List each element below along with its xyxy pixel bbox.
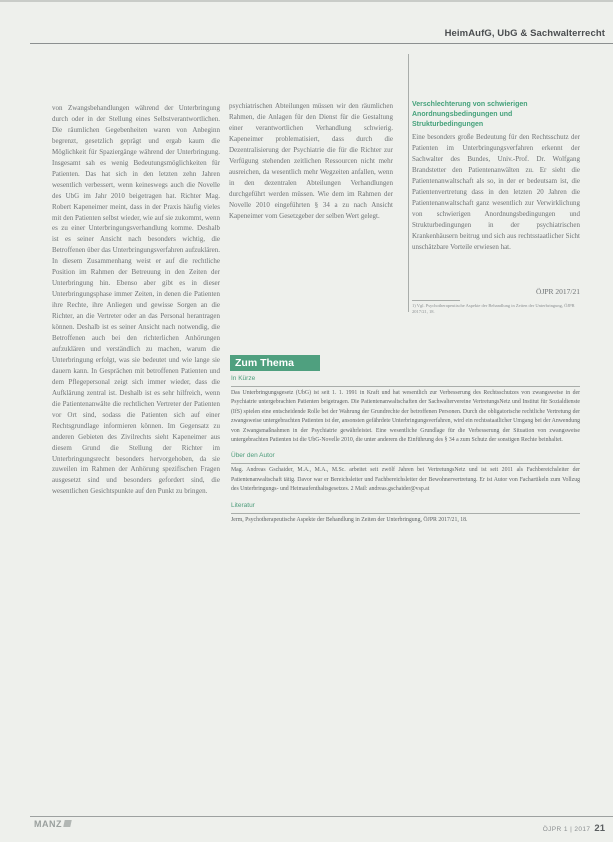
thema-section-author — [231, 451, 580, 494]
thema-section-summary — [231, 374, 580, 445]
footer-page-info — [543, 818, 605, 836]
section-text-author: Mag. Andreas Gschaider, M.A., M.A., M.Sc. arbeitet seit zwölf Jahren bei VertretungsNetz und ist seit 2011 als Fachbereichsleiter der Patientenanwaltschaft tätig. Davor war er Bereichsleiter und Fachbereichsleiter der Bewohnervertretung. Er ist Autor von Fachartikeln zum Vollzug des Unterbringungs- und Heimaufenthaltsgesetzes. 2 Mail: andreas.gschaider@vsp.at — [231, 467, 580, 493]
section-label-literature: Literatur — [231, 501, 255, 509]
sidebar-title: Verschlechterung von schwierigen Anordnungsbedingungen und Strukturbedingungen — [412, 101, 528, 128]
logo-mark-icon — [63, 820, 71, 827]
publisher-logo-text: MANZ — [34, 819, 62, 829]
publisher-logo — [34, 819, 71, 829]
sidebar-box — [412, 100, 580, 315]
article-column-left — [52, 103, 220, 655]
article-text-left: von Zwangsbehandlungen während der Unterbringung durch oder in der Stellung eines Selbstverantwortlichen. Die räumlichen Gegebenheiten waren von Anbeginn begrenzt, gesetzlich geprägt und ergab kaum die Möglichkeit für Spaziergänge während der Unterbringung. Insgesamt sah es wenig Bedeutungsmöglichkeiten für Patienten. Das hat sich in den letzten zehn Jahren wesentlich verbessert, wenn keineswegs auch die Novelle des UbG im Jahr 2010 beigetragen hat. Richter Mag. Robert Kapeneimer meint, dass in der Praxis häufig vieles mit den Patienten selbst wieder, wie auf sie zukommt, wenn es zu einer Unterbringungsverhandlung komme. Deshalb ist es seiner Ansicht nach besonders wichtig, die Betroffenen über das Unterbringungsverfahren aufzuklären. In diesem Zusammenhang weist er auf die rechtliche Position im Rahmen der Betreuung in den Zeiten der Unterbringung hin. Ebenso aber gibt es in dieser Unterbringungsphase immer Zeiten, in denen die Patienten ihre Rechte, ihre Anliegen und gewisse Sorgen an die Richter, an die Vertreter oder an das Personal herantragen können. Deshalb ist es seiner Ansicht nach notwendig, die Betroffenen auch bei den richterlichen Anhörungen aufzuklären und verständlich zu machen, warum die Unterbringung erfolgt, was sie bedeutet und wie lange sie dauern kann. In Gesprächen mit betroffenen Patienten und dem Pflegepersonal zeigt sich immer wieder, dass die Aufklärung zentral ist. Deshalb ist es sehr hilfreich, wenn die Patientenanwälte die rechtlichen Vertreter der Patienten vor Ort sind, sodass die Patienten sich auf einer Rechtsgrundlage informieren können. Im Gegensatz zu anderen Gebieten des Zivilrechts sieht Kapeneimer aus diesem Grund die Stellung der Richter im Unterbringungsrecht besonders hervorgehoben, da sie zuweilen im Rahmen der Anhörung spezifischen Fragen ausgesetzt sind und besonders gefordert sind, die wesentlichen Gesichtspunkte auf den Punkt zu bringen. — [52, 104, 220, 496]
zum-thema-heading: Zum Thema — [230, 355, 320, 371]
issue-label: ÖJPR 1 | 2017 — [542, 826, 591, 833]
section-text-literature: Jerm, Psychotherapeutische Aspekte der Behandlung in Zeiten der Unterbringung, ÖJPR 2017/21, 18. — [231, 516, 468, 523]
footnote-rule — [412, 300, 460, 301]
running-head: HeimAufG, UbG & Sachwalterrecht — [444, 28, 605, 39]
section-rule — [231, 386, 580, 387]
section-text-summary: Das Unterbringungsgesetz (UbG) ist seit 1. 1. 1991 in Kraft und hat wesentlich zur Verbesserung des Rechtsschutzes von zwangsweise in der Psychiatrie untergebrachten Patienten beigetragen. Die Patientenanwaltschaften der Sachwaltervereine VertretungsNetz und Institut für Sozialdienste (IfS) spielen eine entscheidende Rolle bei der Wahrung der Grundrechte der betroffenen Personen. Durch die obligatorische rechtliche Vertretung der zwangsweise untergebrachten Patienten ist der, ansonsten gefährdete Unterbringungsverfahren, wird ein rechtsstaatlicher Umgang bei der Anwendung von Zwangsmaßnahmen in der Psychiatrie gewährleistet. Eine wesentliche Grundlage für die Verbesserung der Situation von zwangsweise untergebrachten Patienten ist die UbG-Novelle 2010, die unter anderem die Einführung des § 34 a zum Schutz der sonstigen Rechte beinhaltet. — [231, 390, 580, 444]
section-rule — [231, 463, 580, 464]
article-text-middle: psychiatrischen Abteilungen müssen wir den räumlichen Rahmen, die Anlagen für den Dienst für die Gestaltung einer verantwortlichen Verhandlung schwierig. Kapeneimer problematisiert, dass durch die Dezentralisierung der Psychiatrie die für die Richter zur Verfügung stehenden zeitlichen Ressourcen nicht mehr ausreichen, da wesentlich mehr Wegzeiten anfallen, wenn in den dezentralen Abteilungen Verhandlungen durchgeführt werden müssen. Wie dem im Rahmen der Novelle 2010 eingeführten § 34 a zu nach Ansicht Kapeneimer vom Gesetzgeber der selben Wert gelegt. — [229, 102, 393, 220]
sidebar-text: Eine besonders große Bedeutung für den Rechtsschutz der Patienten im Unterbringungsverfahren erkennt der Sachwalter des Bundes, Univ.-Prof. Dr. Wolfgang Brandstetter den Patientenanwälten zu. Er sieht die Patientenanwaltschaft als so, in der er bedeutsam ist, die Patientenvertretung dass in den letzten 20 Jahren die Patientenanwaltschaft ganz wesentlich zur Verwirklichung von schwierigen Anordnungsbedingungen und Strukturbedingungen in der psychiatrischen Krankenhäusern beitrug und sich aus rechtsstaatlicher Sicht unschätzbare Vorteile erwiesen hat. — [412, 133, 580, 251]
footer-line — [30, 816, 613, 817]
section-label-summary: In Kürze — [231, 375, 256, 382]
section-label-author: Über den Autor — [231, 452, 275, 460]
sidebar-source: ÖJPR 2017/21 — [536, 287, 580, 296]
header-rule — [0, 0, 613, 2]
section-rule — [231, 513, 580, 514]
zum-thema-block — [231, 374, 580, 525]
page-number: 21 — [594, 823, 605, 834]
thema-section-literature — [231, 501, 580, 525]
sidebar-footnote: 1) Vgl. Psychotherapeutische Aspekte der Behandlung in Zeiten der Unterbringung, ÖJPR 2017/21, 18. — [412, 303, 575, 314]
article-column-middle — [229, 101, 393, 251]
header-line — [30, 43, 613, 44]
sidebar-divider — [408, 54, 409, 312]
